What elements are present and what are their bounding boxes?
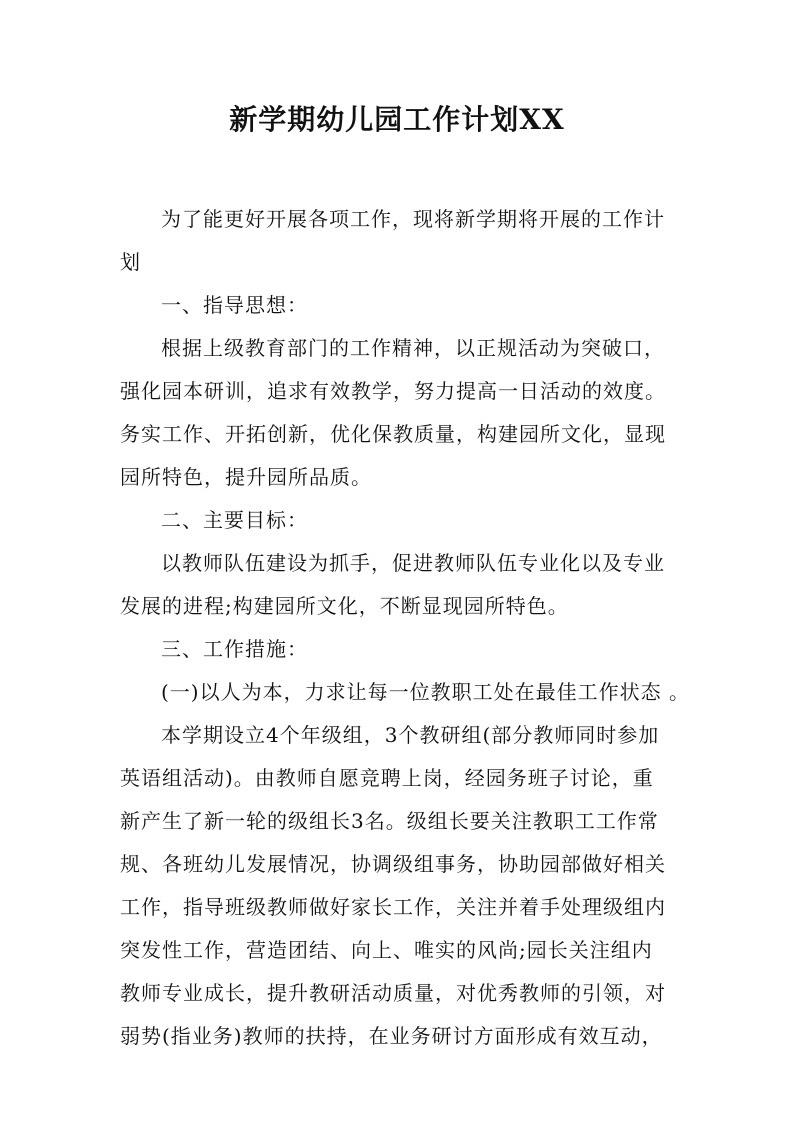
section-heading: 三、工作措施： <box>161 637 308 661</box>
intro-paragraph <box>120 198 690 284</box>
text-line: 根据上级教育部门的工作精神，以正规活动为突破口， <box>161 336 665 360</box>
text-line: 为了能更好开展各项工作，现将新学期将开展的工作计 <box>161 207 665 231</box>
work-measures-paragraph <box>120 714 690 1058</box>
text-line: 英语组活动)。由教师自愿竞聘上岗，经园务班子讨论，重 <box>120 766 654 790</box>
text-line: 教师专业成长，提升教研活动质量，对优秀教师的引领，对 <box>120 981 666 1005</box>
text-line: 务实工作、开拓创新，优化保教质量，构建园所文化，显现 <box>120 422 666 446</box>
document-title: 新学期幼儿园工作计划XX <box>229 103 565 136</box>
text-line: 强化园本研训，追求有效教学，努力提高一日活动的效度。 <box>120 379 666 403</box>
text-line: 突发性工作，营造团结、向上、唯实的风尚;园长关注组内 <box>120 938 653 962</box>
text-line: 本学期设立4个年级组，3个教研组(部分教师同时参加 <box>161 723 660 747</box>
text-line: 新产生了新一轮的级组长3名。级组长要关注教职工工作常 <box>120 809 659 833</box>
text-line: 工作，指导班级教师做好家长工作，关注并着手处理级组内 <box>120 895 666 919</box>
text-line: 弱势(指业务)教师的扶持，在业务研讨方面形成有效互动， <box>120 1024 663 1048</box>
subsection-heading-people-oriented <box>120 671 690 714</box>
text-line: 园所特色，提升园所品质。 <box>120 465 372 489</box>
guiding-ideology-paragraph <box>120 327 690 499</box>
text-line: 发展的进程;构建园所文化，不断显现园所特色。 <box>120 594 569 618</box>
main-goals-paragraph <box>120 542 690 628</box>
section-heading-work-measures <box>120 628 690 671</box>
section-heading-guiding-ideology <box>120 284 690 327</box>
subsection-heading: (一)以人为本，力求让每一位教职工处在最佳工作状态 。 <box>161 680 690 704</box>
text-line: 划 <box>120 250 141 274</box>
document-body <box>120 198 690 1058</box>
section-heading: 二、主要目标： <box>161 508 308 532</box>
section-heading: 一、指导思想： <box>161 293 308 317</box>
text-line: 规、各班幼儿发展情况，协调级组事务，协助园部做好相关 <box>120 852 666 876</box>
text-line: 以教师队伍建设为抓手，促进教师队伍专业化以及专业 <box>161 551 665 575</box>
section-heading-main-goals <box>120 499 690 542</box>
